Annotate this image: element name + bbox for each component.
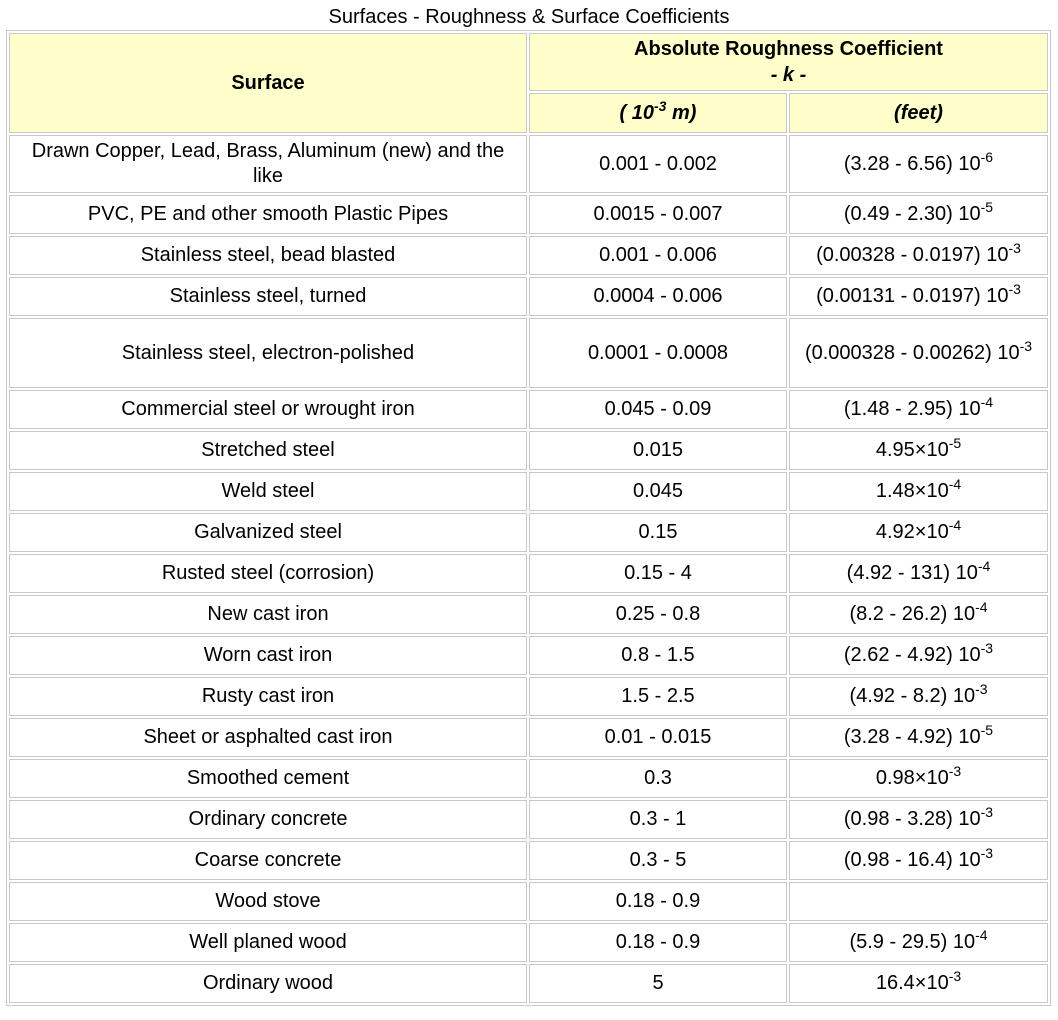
cell-surface: Stretched steel [9,431,527,470]
cell-surface: Weld steel [9,472,527,511]
table-row [9,472,1048,511]
cell-ft-base: (1.48 - 2.95) 10 [843,398,981,420]
table-row [9,236,1048,275]
table-row [9,195,1048,234]
cell-ft-exp: -3 [975,681,988,697]
cell-surface: Stainless steel, electron-polished [9,318,527,388]
cell-surface: Drawn Copper, Lead, Brass, Aluminum (new) and the like [9,135,527,193]
cell-surface: PVC, PE and other smooth Plastic Pipes [9,195,527,234]
table-row [9,636,1048,675]
cell-ft [789,964,1048,1003]
table-row [9,431,1048,470]
cell-ft-exp: -4 [948,517,962,533]
cell-ft [789,841,1048,880]
cell-ft-base: (4.92 - 131) 10 [846,562,978,584]
table-row [9,277,1048,316]
cell-ft-base: 4.95×10 [875,439,949,461]
cell-ft-exp: -3 [1008,240,1021,256]
cell-surface: Ordinary wood [9,964,527,1003]
table-caption: Surfaces - Roughness & Surface Coefficients [328,6,730,28]
cell-surface: Sheet or asphalted cast iron [9,718,527,757]
cell-ft [789,236,1048,275]
cell-ft [789,882,1048,921]
cell-m: 1.5 - 2.5 [529,677,787,716]
cell-ft [789,472,1048,511]
table-row [9,718,1048,757]
header-unit-m-suffix: m) [666,101,697,124]
cell-m: 0.0015 - 0.007 [529,195,787,234]
cell-ft-exp: -3 [1019,337,1033,354]
cell-surface: Stainless steel, bead blasted [9,236,527,275]
cell-ft-exp: -4 [975,927,988,943]
header-unit-m-prefix: ( 10 [619,101,654,124]
cell-surface: Coarse concrete [9,841,527,880]
table-row [9,882,1048,921]
header-coefficient-title: Absolute Roughness Coefficient [634,38,943,61]
cell-ft [789,318,1048,388]
cell-ft [789,390,1048,429]
cell-m: 0.001 - 0.002 [529,135,787,193]
cell-surface: Ordinary concrete [9,800,527,839]
cell-surface: Galvanized steel [9,513,527,552]
cell-ft-exp: -3 [980,845,994,861]
cell-ft-base: (0.00328 - 0.0197) 10 [816,244,1009,266]
table-row [9,595,1048,634]
cell-ft [789,431,1048,470]
cell-ft-exp: -3 [1008,281,1021,297]
cell-ft-base: 0.98×10 [875,767,949,789]
cell-surface: Rusted steel (corrosion) [9,554,527,593]
cell-ft-base: (4.92 - 8.2) 10 [849,685,976,707]
cell-m: 5 [529,964,787,1003]
cell-ft [789,195,1048,234]
cell-ft-exp: -3 [980,804,994,820]
cell-ft [789,554,1048,593]
table-row [9,759,1048,798]
cell-surface: Commercial steel or wrought iron [9,390,527,429]
cell-ft [789,595,1048,634]
cell-ft [789,277,1048,316]
cell-m: 0.3 [529,759,787,798]
header-unit-ft: (feet) [789,93,1048,133]
cell-m: 0.3 - 5 [529,841,787,880]
cell-m: 0.8 - 1.5 [529,636,787,675]
cell-ft-exp: -5 [980,199,994,215]
cell-ft [789,636,1048,675]
cell-ft-exp: -3 [948,763,962,779]
cell-m: 0.25 - 0.8 [529,595,787,634]
cell-m: 0.01 - 0.015 [529,718,787,757]
cell-ft-exp: -4 [977,558,991,574]
cell-ft-base: 16.4×10 [875,972,949,994]
table-row [9,513,1048,552]
cell-ft [789,718,1048,757]
cell-ft-exp: -4 [980,394,994,410]
cell-ft-exp: -3 [980,640,994,656]
cell-surface: Wood stove [9,882,527,921]
cell-ft-base: (3.28 - 4.92) 10 [843,726,981,748]
cell-m: 0.15 - 4 [529,554,787,593]
cell-m: 0.18 - 0.9 [529,882,787,921]
cell-ft-base: (0.000328 - 0.00262) 10 [804,341,1020,364]
cell-ft [789,135,1048,193]
cell-ft-base: (5.9 - 29.5) 10 [849,931,976,953]
cell-m: 0.15 [529,513,787,552]
cell-surface: New cast iron [9,595,527,634]
table-row [9,800,1048,839]
cell-m: 0.045 [529,472,787,511]
cell-ft-exp: -5 [948,435,962,451]
cell-surface: Well planed wood [9,923,527,962]
header-surface: Surface [9,33,527,133]
cell-ft-base: 1.48×10 [875,480,949,502]
cell-surface: Stainless steel, turned [9,277,527,316]
cell-surface: Worn cast iron [9,636,527,675]
cell-ft-exp: -3 [948,968,962,984]
cell-m: 0.045 - 0.09 [529,390,787,429]
cell-ft-base: 4.92×10 [875,521,949,543]
table-row [9,318,1048,388]
table-row [9,135,1048,193]
cell-ft-base: (0.98 - 16.4) 10 [843,849,981,871]
table-row [9,677,1048,716]
cell-ft-base: (2.62 - 4.92) 10 [843,644,981,666]
cell-m: 0.3 - 1 [529,800,787,839]
header-coefficient [529,33,1048,91]
cell-ft [789,923,1048,962]
cell-m: 0.001 - 0.006 [529,236,787,275]
table-row [9,923,1048,962]
header-unit-m-exp: -3 [654,97,667,114]
cell-ft [789,800,1048,839]
cell-ft-base: (0.98 - 3.28) 10 [843,808,981,830]
cell-ft-exp: -5 [980,722,994,738]
cell-ft [789,513,1048,552]
cell-ft-base: (0.49 - 2.30) 10 [843,203,981,225]
cell-ft-base: (8.2 - 26.2) 10 [849,603,976,625]
table-row [9,554,1048,593]
cell-ft-base: (0.00131 - 0.0197) 10 [816,285,1009,307]
cell-ft [789,677,1048,716]
table-row [9,390,1048,429]
cell-m: 0.0004 - 0.006 [529,277,787,316]
cell-ft-exp: -4 [948,476,962,492]
cell-surface: Rusty cast iron [9,677,527,716]
cell-ft-exp: -6 [980,148,994,165]
header-coefficient-symbol: - k - [770,64,807,87]
table-row [9,964,1048,1003]
cell-ft-base: (3.28 - 6.56) 10 [843,152,981,175]
cell-ft [789,759,1048,798]
header-unit-m [529,93,787,133]
cell-m: 0.0001 - 0.0008 [529,318,787,388]
cell-surface: Smoothed cement [9,759,527,798]
table-row [9,841,1048,880]
cell-m: 0.015 [529,431,787,470]
roughness-table [6,30,1051,1006]
cell-ft-exp: -4 [975,599,988,615]
cell-m: 0.18 - 0.9 [529,923,787,962]
